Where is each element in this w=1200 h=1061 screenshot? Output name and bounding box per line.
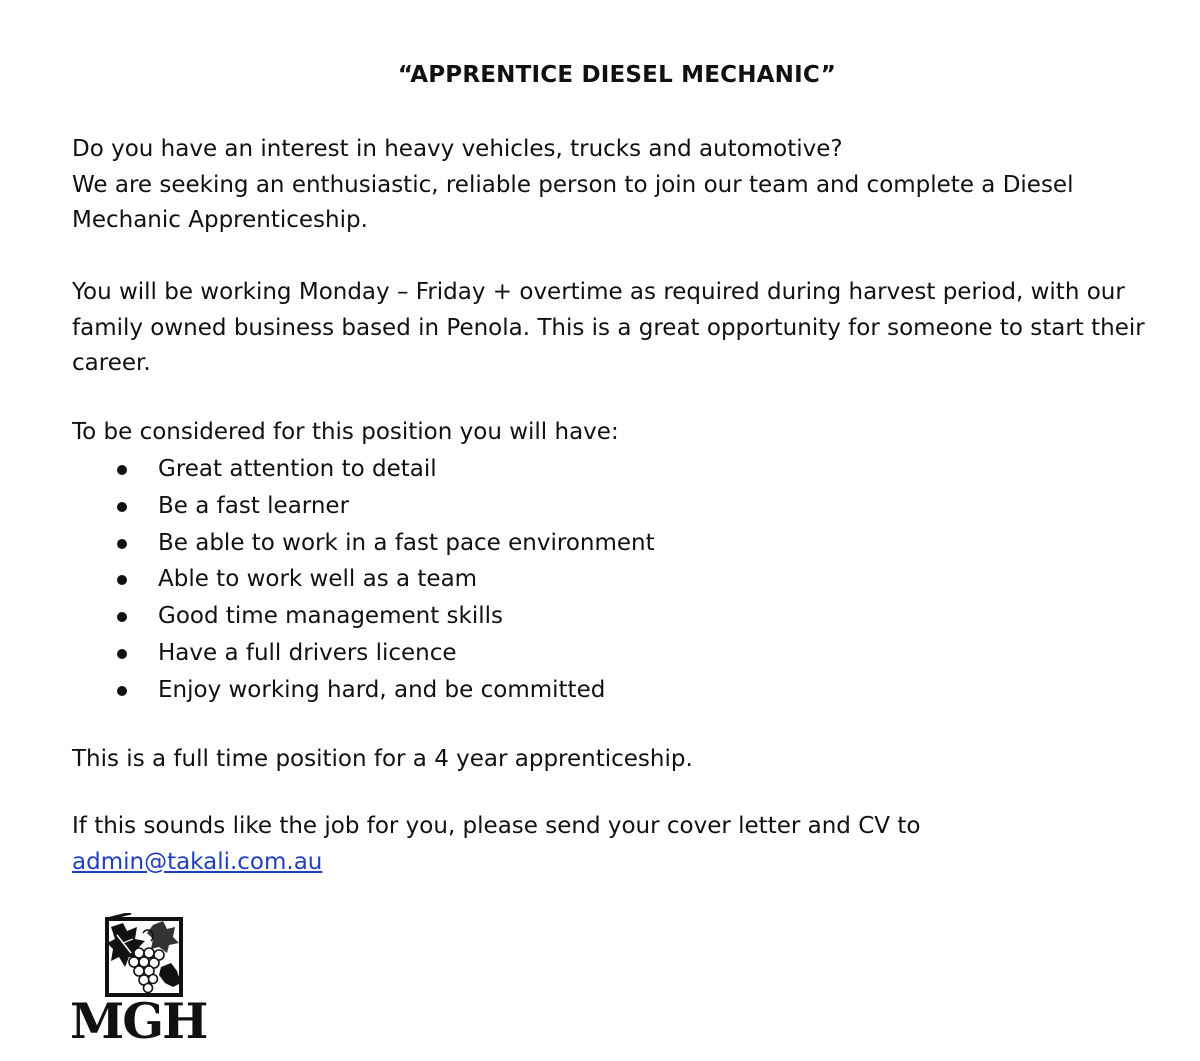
list-item (0, 635, 1000, 672)
bullet-icon (117, 539, 127, 549)
work-details: You will be working Monday – Friday + overtime as required during harvest period, with our family owned business based in Penola. This is a great opportunity for someone to start their career. (72, 279, 1145, 376)
list-item (0, 561, 1000, 598)
position-paragraph (72, 742, 1172, 778)
email-link[interactable]: admin@takali.com.au (72, 848, 323, 875)
list-item (0, 672, 1000, 709)
intro-paragraph (72, 132, 1172, 239)
bullet-icon (117, 612, 127, 622)
requirement-text: Be a fast learner (158, 492, 350, 519)
apply-paragraph (72, 809, 1172, 880)
list-item (0, 488, 1000, 525)
requirements-list (0, 451, 1000, 709)
requirements-intro (72, 415, 1172, 451)
bullet-icon (117, 575, 127, 585)
bullet-icon (117, 649, 127, 659)
bullet-icon (117, 686, 127, 696)
list-item (0, 451, 1000, 488)
email-line (72, 845, 1172, 881)
requirement-text: Great attention to detail (158, 456, 437, 482)
apply-text: If this sounds like the job for you, please send your cover letter and CV to (72, 813, 921, 839)
position-details: This is a full time position for a 4 year apprenticeship. (72, 746, 693, 772)
requirement-text: Have a full drivers licence (158, 639, 457, 666)
grape-vine-logo-icon (103, 913, 185, 997)
requirement-text: Able to work well as a team (158, 566, 478, 593)
requirement-text: Be able to work in a fast pace environment (158, 529, 655, 556)
requirement-text: Good time management skills (158, 603, 503, 630)
company-logo (70, 913, 215, 1048)
work-paragraph (72, 275, 1172, 382)
requirements-heading: To be considered for this position you will have: (72, 419, 619, 445)
requirement-text: Enjoy working hard, and be committed (158, 676, 606, 703)
bullet-icon (117, 502, 127, 512)
intro-question: Do you have an interest in heavy vehicles, trucks and automotive? (72, 136, 843, 162)
list-item (0, 598, 1000, 635)
bullet-icon (117, 465, 127, 475)
intro-seeking: We are seeking an enthusiastic, reliable person to join our team and complete a Diesel Mechanic Apprenticeship. (72, 171, 1074, 233)
logo-text: MGH (70, 992, 207, 1050)
page-title: “APPRENTICE DIESEL MECHANIC” (397, 62, 837, 88)
list-item (0, 525, 1000, 562)
